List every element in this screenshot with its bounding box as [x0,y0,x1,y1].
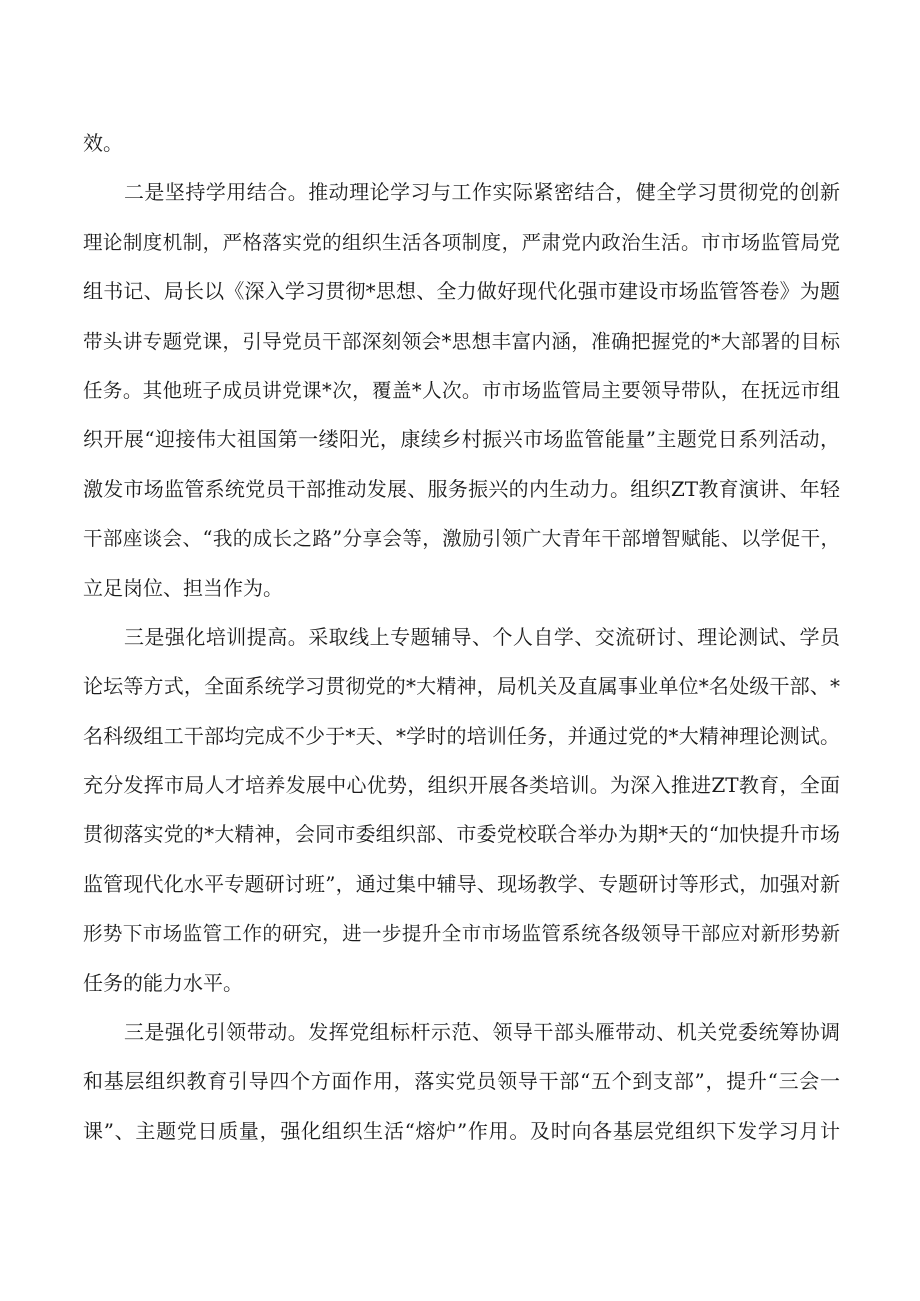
text-line: 激发市场监管系统党员干部推动发展、服务振兴的内生动力。组织ZT教育演讲、年轻 [83,476,840,501]
text-line: 名科级组工干部均完成不少于*天、*学时的培训任务，并通过党的*大精神理论测试。 [83,723,840,748]
text-line: 二是坚持学用结合。推动理论学习与工作实际紧密结合，健全学习贯彻党的创新 [83,180,840,205]
paragraph-leading-role [83,1008,840,1156]
text-line: 形势下市场监管工作的研究，进一步提升全市市场监管系统各级领导干部应对新形势新 [83,922,840,946]
text-line: 贯彻落实党的*大精神，会同市委组织部、市委党校联合举办为期*天的“加快提升市场 [83,822,840,847]
text-line: 任务。其他班子成员讲党课*次，覆盖*人次。市市场监管局主要领导带队，在抚远市组 [83,378,840,402]
text-line: 任务的能力水平。 [83,970,243,995]
paragraph-study-and-application [83,168,840,613]
text-line: 理论制度机制，严格落实党的组织生活各项制度，严肃党内政治生活。市市场监管局党 [83,230,840,254]
text-line: 干部座谈会、“我的成长之路”分享会等，激励引领广大青年干部增智赋能、以学促干， [83,527,840,551]
text-line: 三是强化培训提高。采取线上专题辅导、个人自学、交流研讨、理论测试、学员 [83,624,840,649]
text-line: 论坛等方式，全面系统学习贯彻党的*大精神，局机关及直属事业单位*名处级干部、* [83,674,840,699]
text-line: 织开展“迎接伟大祖国第一缕阳光，康续乡村振兴市场监管能量”主题党日系列活动， [83,427,840,452]
text-line: 和基层组织教育引导四个方面作用，落实党员领导干部“五个到支部”，提升“三会一 [83,1069,840,1094]
document-body [83,119,840,1156]
paragraph-training [83,613,840,1008]
text-line: 组书记、局长以《深入学习贯彻*思想、全力做好现代化强市建设市场监管答卷》为题 [83,279,840,304]
paragraph-continuation [83,119,840,168]
text-line: 监管现代化水平专题研讨班”，通过集中辅导、现场教学、专题研讨等形式，加强对新 [83,871,840,896]
text-line: 充分发挥市局人才培养发展中心优势，组织开展各类培训。为深入推进ZT教育，全面 [83,773,840,798]
text-line: 带头讲专题党课，引导党员干部深刻领会*思想丰富内涵，准确把握党的*大部署的目标 [83,329,840,353]
text-line: 立足岗位、担当作为。 [83,575,283,600]
text-line: 课”、主题党日质量，强化组织生活“熔炉”作用。及时向各基层党组织下发学习月计 [83,1118,840,1143]
text-line: 三是强化引领带动。发挥党组标杆示范、领导干部头雁带动、机关党委统筹协调 [83,1020,840,1045]
text-line: 效。 [83,131,123,155]
